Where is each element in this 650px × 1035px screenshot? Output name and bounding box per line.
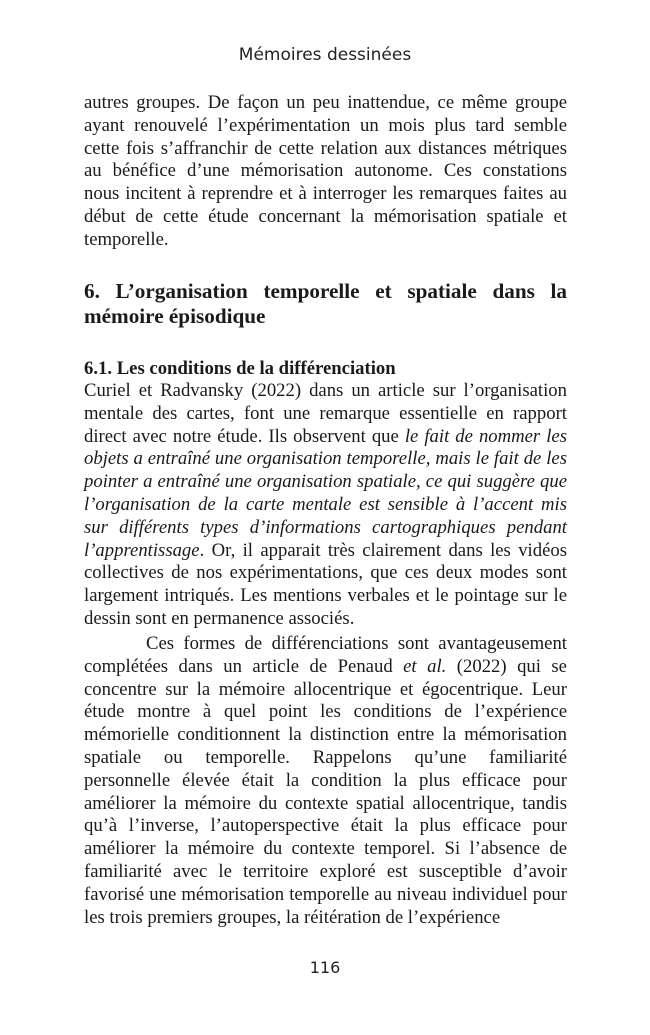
et-al-italic: et al. (403, 655, 447, 677)
paragraph-curiel-radvansky (84, 380, 567, 631)
italic-quotation: le fait de nommer les objets a entraîné une organisation temporelle, mais le fait de les pointer a entraîné une organisation spatiale, ce qui suggère que l’organisation de la carte mentale est sensible à l’accent mis sur différents types d’informations cartographiques pendant l’apprentissage (84, 425, 567, 561)
page-number: 116 (309, 958, 341, 977)
subsection-heading: 6.1. Les conditions de la différenciation (84, 358, 396, 379)
paragraph-2-intro: Curiel et Radvansky (2022) dans un article sur l’organisation mentale des cartes, font une remarque essentielle en rapport direct avec notre étude. Ils observent que (84, 380, 567, 447)
section-heading: 6. L’organisation temporelle et spatiale dans la mémoire épisodique (84, 279, 567, 328)
paragraph-2-rest: . Or, il apparait très clairement dans les vidéos collectives de nos expérimentations, que ces deux modes sont largement intriqués. Les mentions verbales et le pointage sur le dessin sont en permanence associés. (84, 539, 567, 629)
paragraph-3-rest: (2022) qui se concentre sur la mémoire allocentrique et égocentrique. Leur étude montre à quel point les conditions de l’expérience mémorielle conditionnent la distinction entre la mémorisation spatiale ou temporelle. Rappelons qu’une familiarité personnelle élevée était la condition la plus efficace pour améliorer la mémoire du contexte spatial allocentrique, tandis qu’à l’inverse, l’autoperspective était la plus efficace pour améliorer la mémoire du contexte temporel. Si l’absence de familiarité avec le territoire exploré est susceptible d’avoir favorisé une mémorisation temporelle au niveau individuel pour les trois premiers groupes, la réitération de l’expérience (84, 655, 567, 928)
running-head: Mémoires dessinées (238, 45, 412, 65)
paragraph-3-intro: Ces formes de différenciations sont avantageusement complétées dans un article de Penaud (84, 633, 567, 677)
paragraph-continuation: autres groupes. De façon un peu inattendue, ce même groupe ayant renouvelé l’expérimentation un mois plus tard semble cette fois s’affranchir de cette relation aux distances métriques au bénéfice d’une mémorisation autonome. Ces constations nous incitent à reprendre et à interroger les remarques faites au début de cette étude concernant la mémorisation spatiale et temporelle. (84, 92, 567, 250)
paragraph-penaud (84, 633, 567, 929)
